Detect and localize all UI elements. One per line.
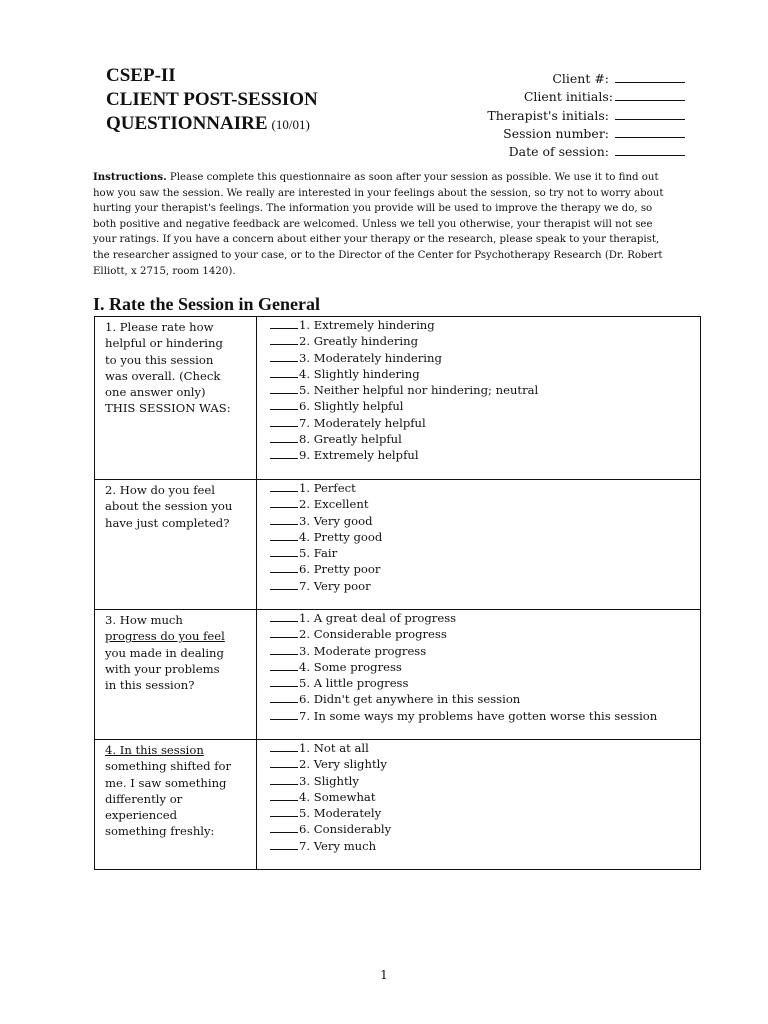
option-label: 5. Neither helpful nor hindering; neutral	[299, 383, 539, 398]
answer-option[interactable]	[270, 740, 700, 756]
title-line: CSEP-II	[106, 65, 176, 86]
answer-blank[interactable]	[270, 627, 298, 638]
answer-blank[interactable]	[270, 448, 298, 459]
answer-blank[interactable]	[270, 741, 298, 752]
answer-blank[interactable]	[270, 318, 298, 329]
prompt-line: have just completed?	[105, 515, 230, 530]
option-label: 7. Very poor	[299, 578, 371, 593]
prompt-line: about the session you	[105, 499, 233, 514]
option-label: 4. Slightly hindering	[299, 366, 420, 381]
option-label: 1. Extremely hindering	[299, 318, 435, 332]
answer-option[interactable]	[270, 333, 700, 349]
question-row	[95, 739, 700, 869]
answer-blank[interactable]	[270, 790, 298, 801]
option-label: 1. Perfect	[299, 481, 356, 495]
option-label: 4. Somewhat	[299, 789, 376, 804]
prompt-line: something freshly:	[105, 824, 215, 839]
field-label: Client initials:	[523, 89, 613, 105]
answer-blank[interactable]	[270, 481, 298, 492]
prompt-line: you made in dealing	[105, 645, 224, 660]
option-label: 2. Considerable progress	[299, 627, 447, 642]
answer-blank[interactable]	[270, 351, 298, 362]
blank-line[interactable]	[615, 88, 685, 101]
answer-blank[interactable]	[270, 839, 298, 850]
prompt-line: helpful or hindering	[105, 336, 223, 351]
answer-option[interactable]	[270, 578, 700, 594]
answer-option[interactable]	[270, 447, 700, 463]
title-line: CLIENT POST-SESSION	[106, 89, 318, 110]
answer-option[interactable]	[270, 398, 700, 414]
answer-option[interactable]	[270, 431, 700, 447]
option-label: 1. A great deal of progress	[299, 611, 457, 625]
answer-blank[interactable]	[270, 546, 298, 557]
prompt-line: 3. How much	[105, 613, 183, 627]
id-field-session-number	[487, 125, 685, 143]
answer-option[interactable]	[270, 350, 700, 366]
answer-options	[257, 317, 700, 479]
answer-blank[interactable]	[270, 774, 298, 785]
answer-blank[interactable]	[270, 334, 298, 345]
prompt-line-text: progress do you feel	[105, 629, 225, 644]
option-label: 7. In some ways my problems have gotten worse this session	[299, 708, 658, 723]
answer-blank[interactable]	[270, 399, 298, 410]
answer-option[interactable]	[270, 675, 700, 691]
prompt-line: THIS SESSION WAS:	[105, 401, 231, 416]
id-field-client-initials	[487, 88, 685, 106]
option-label: 6. Slightly helpful	[299, 399, 404, 414]
answer-option[interactable]	[270, 529, 700, 545]
answer-option[interactable]	[270, 708, 700, 724]
prompt-line: was overall. (Check	[105, 368, 221, 383]
form-version-date: (10/01)	[271, 117, 310, 132]
answer-blank[interactable]	[270, 611, 298, 622]
answer-option[interactable]	[270, 480, 700, 496]
field-label: Date of session:	[508, 144, 610, 160]
answer-options	[257, 480, 700, 609]
answer-options	[257, 610, 700, 739]
answer-blank[interactable]	[270, 579, 298, 590]
prompt-line: in this session?	[105, 678, 195, 693]
prompt-line: to you this session	[105, 352, 214, 367]
answer-option[interactable]	[270, 366, 700, 382]
prompt-line	[105, 628, 250, 644]
answer-blank[interactable]	[270, 562, 298, 573]
answer-option[interactable]	[270, 496, 700, 512]
id-field-date-of-session	[487, 143, 685, 161]
prompt-line: me. I saw something	[105, 775, 227, 790]
option-label: 6. Considerably	[299, 822, 392, 837]
option-label: 5. Moderately	[299, 806, 382, 821]
answer-blank[interactable]	[270, 660, 298, 671]
answer-blank[interactable]	[270, 822, 298, 833]
question-row	[95, 479, 700, 609]
answer-option[interactable]	[270, 789, 700, 805]
option-label: 7. Very much	[299, 838, 377, 853]
answer-option[interactable]	[270, 805, 700, 821]
form-title	[106, 64, 318, 137]
prompt-line-text: 4. In this session	[105, 743, 204, 757]
answer-option[interactable]	[270, 821, 700, 837]
question-row	[95, 609, 700, 739]
instructions-body: Please complete this questionnaire as soon after your session as possible. We use it to find out how you saw the session. We really are interested in your feelings about the session, so try not to worry about hurting your therapist's feelings. The information you provide will be used to improve the therapy we do, so both positive and negative feedback are welcomed. Unless we tell you otherwise, your therapist will not see your ratings. If you have a concern about either your therapy or the research, please speak to your therapist, the researcher assigned to your case, or to the Director of the Center for Psychotherapy Research (Dr. Robert Elliott, x 2715, room 1420).	[93, 172, 664, 277]
option-label: 8. Greatly helpful	[299, 432, 402, 447]
option-label: 3. Slightly	[299, 773, 359, 788]
blank-line[interactable]	[615, 125, 685, 138]
option-label: 2. Greatly hindering	[299, 334, 418, 349]
field-label: Client #:	[552, 71, 610, 86]
option-label: 5. Fair	[299, 546, 338, 561]
answer-blank[interactable]	[270, 709, 298, 720]
prompt-line: 2. How do you feel	[105, 483, 215, 497]
option-label: 3. Moderately hindering	[299, 350, 442, 365]
id-field-therapist-initials	[487, 107, 685, 125]
option-label: 6. Didn't get anywhere in this session	[299, 692, 521, 707]
answer-blank[interactable]	[270, 530, 298, 541]
answer-blank[interactable]	[270, 644, 298, 655]
page-number: 1	[380, 968, 388, 982]
prompt-line: differently or	[105, 791, 183, 806]
section-heading: I. Rate the Session in General	[93, 294, 320, 314]
answer-option[interactable]	[270, 773, 700, 789]
question-row	[95, 317, 700, 479]
answer-blank[interactable]	[270, 757, 298, 768]
answer-option[interactable]	[270, 317, 700, 333]
questions-table	[94, 316, 701, 870]
field-label: Session number:	[503, 125, 610, 141]
prompt-line: with your problems	[105, 661, 220, 676]
blank-line[interactable]	[615, 143, 685, 156]
question-prompt	[95, 480, 257, 609]
answer-blank[interactable]	[270, 497, 298, 508]
instructions-lead: Instructions.	[93, 171, 167, 183]
answer-blank[interactable]	[270, 367, 298, 378]
answer-option[interactable]	[270, 415, 700, 431]
prompt-line: something shifted for	[105, 759, 232, 774]
option-label: 3. Very good	[299, 513, 373, 528]
question-prompt	[95, 740, 257, 869]
answer-blank[interactable]	[270, 416, 298, 427]
prompt-line: experienced	[105, 808, 178, 823]
answer-option[interactable]	[270, 838, 700, 854]
id-fields	[487, 70, 685, 161]
option-label: 9. Extremely helpful	[299, 448, 419, 463]
answer-blank[interactable]	[270, 692, 298, 703]
answer-options	[257, 740, 700, 869]
question-prompt	[95, 317, 257, 479]
instructions	[93, 170, 673, 279]
option-label: 2. Excellent	[299, 497, 369, 512]
option-label: 3. Moderate progress	[299, 643, 427, 658]
option-label: 2. Very slightly	[299, 757, 387, 772]
option-label: 5. A little progress	[299, 676, 409, 691]
blank-line[interactable]	[615, 107, 685, 120]
answer-option[interactable]	[270, 610, 700, 626]
option-label: 4. Pretty good	[299, 529, 383, 544]
option-label: 7. Moderately helpful	[299, 415, 426, 430]
title-line	[106, 112, 318, 137]
answer-option[interactable]	[270, 691, 700, 707]
option-label: 6. Pretty poor	[299, 562, 381, 577]
prompt-line: 1. Please rate how	[105, 320, 214, 334]
field-label: Therapist's initials:	[487, 107, 610, 123]
id-field-client-number	[487, 70, 685, 88]
answer-option[interactable]	[270, 561, 700, 577]
option-label: 1. Not at all	[299, 741, 369, 755]
answer-blank[interactable]	[270, 432, 298, 443]
question-prompt	[95, 610, 257, 739]
blank-line[interactable]	[615, 70, 685, 83]
prompt-line: one answer only)	[105, 385, 206, 400]
answer-option[interactable]	[270, 513, 700, 529]
prompt-line	[105, 742, 250, 758]
answer-option[interactable]	[270, 756, 700, 772]
answer-blank[interactable]	[270, 806, 298, 817]
answer-option[interactable]	[270, 382, 700, 398]
answer-option[interactable]	[270, 659, 700, 675]
answer-blank[interactable]	[270, 383, 298, 394]
title-text: QUESTIONNAIRE	[106, 113, 268, 134]
answer-option[interactable]	[270, 643, 700, 659]
answer-option[interactable]	[270, 626, 700, 642]
answer-option[interactable]	[270, 545, 700, 561]
answer-blank[interactable]	[270, 514, 298, 525]
option-label: 4. Some progress	[299, 659, 402, 674]
answer-blank[interactable]	[270, 676, 298, 687]
